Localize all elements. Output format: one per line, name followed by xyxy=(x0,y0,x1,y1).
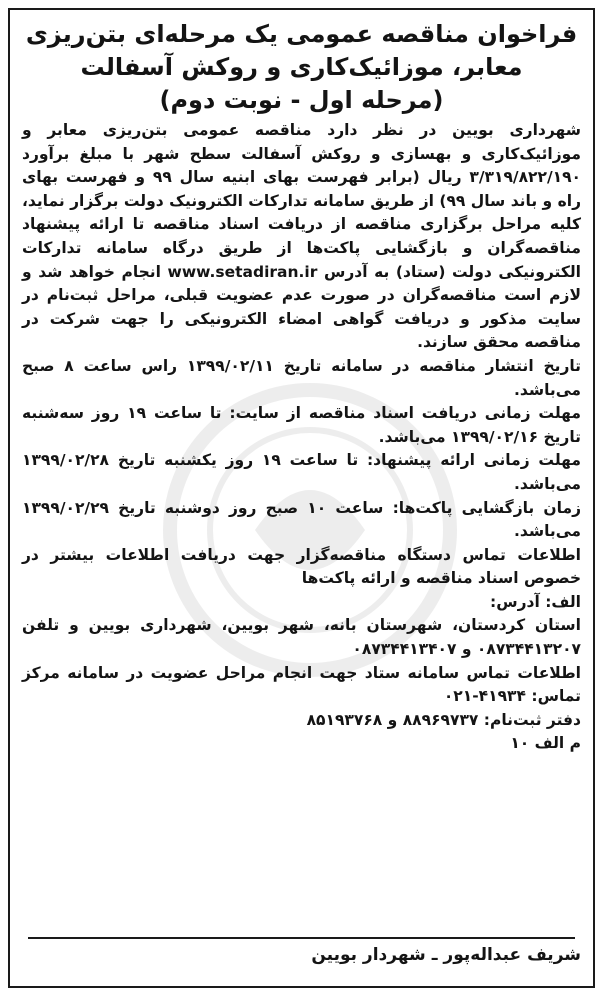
notice-code: م الف ۱۰ xyxy=(510,734,581,753)
title-line-2: معابر، موزائیک‌کاری و روکش آسفالت xyxy=(80,53,523,81)
signature-divider xyxy=(28,937,575,939)
title-line-3: (مرحله اول - نوبت دوم) xyxy=(159,86,444,114)
notice-body xyxy=(22,119,581,756)
intro-text: شهرداری بویین در نظر دارد مناقصه عمومی بتن‌ریزی معابر و موزائیک‌کاری و بهسازی و روکش آسفالت سطح شهر با مبلغ برآورد ۳/۳۱۹/۸۲۲/۱۹۰ ریال (برابر فهرست بهای ابنیه سال ۹۹ و فهرست بهای راه و باند سال ۹۹) از طریق سامانه تدارکات الکترونیک دولت برگزار نماید، کلیه مراحل برگزاری مناقصه از دریافت اسناد مناقصه تا ارائه پیشنهاد مناقصه‌گران و بازگشایی پاکت‌ها از طریق درگاه سامانه تدارکات الکترونیکی دولت (ستاد) به آدرس xyxy=(22,121,582,281)
address-label: الف: آدرس: xyxy=(490,592,581,611)
bid-deadline: مهلت زمانی ارائه پیشنهاد: تا ساعت ۱۹ روز یکشنبه تاریخ ۱۳۹۹/۰۲/۲۸ می‌باشد. xyxy=(22,451,581,493)
document-deadline: مهلت زمانی دریافت اسناد مناقصه از سایت: تا ساعت ۱۹ روز سه‌شنبه تاریخ ۱۳۹۹/۰۲/۱۶ می‌باشد. xyxy=(22,404,581,446)
registration-office: دفتر ثبت‌نام: ۸۸۹۶۹۷۳۷ و ۸۵۱۹۳۷۶۸ xyxy=(306,710,581,729)
publish-date: تاریخ انتشار مناقصه در سامانه تاریخ ۱۳۹۹/۰۲/۱۱ راس ساعت ۸ صبح می‌باشد. xyxy=(22,356,582,399)
website-link[interactable]: www.setadiran.ir xyxy=(167,262,318,281)
notice-frame xyxy=(8,8,595,988)
setad-contact: اطلاعات تماس سامانه ستاد جهت انجام مراحل عضویت در سامانه مرکز تماس: ۴۱۹۳۴-۰۲۱ xyxy=(22,663,581,706)
title-line-1: فراخوان مناقصه عمومی یک مرحله‌ای بتن‌ریزی xyxy=(25,20,578,48)
intro-continued: انجام خواهد شد و لازم است مناقصه‌گران در صورت عدم عضویت قبلی، مراحل ثبت‌نام در سایت مذکور و دریافت گواهی امضاء الکترونیکی را جهت شرکت در مناقصه محقق سازند. xyxy=(22,262,581,352)
signature: شریف عبداله‌پور ـ شهردار بویین xyxy=(311,945,581,965)
notice-title xyxy=(22,18,581,117)
intro-paragraph xyxy=(22,119,581,355)
address: استان کردستان، شهرستان بانه، شهر بویین، شهرداری بویین و تلفن ۰۸۷۳۴۴۱۳۲۰۷ و ۰۸۷۳۴۴۱۳۴۰۷ xyxy=(22,616,581,659)
opening-time: زمان بازگشایی پاکت‌ها: ساعت ۱۰ صبح روز دوشنبه تاریخ ۱۳۹۹/۰۲/۲۹ می‌باشد. xyxy=(22,498,581,541)
contact-intro: اطلاعات تماس دستگاه مناقصه‌گزار جهت دریافت اطلاعات بیشتر در خصوص اسناد مناقصه و ارائه پاکت‌ها xyxy=(22,545,581,588)
